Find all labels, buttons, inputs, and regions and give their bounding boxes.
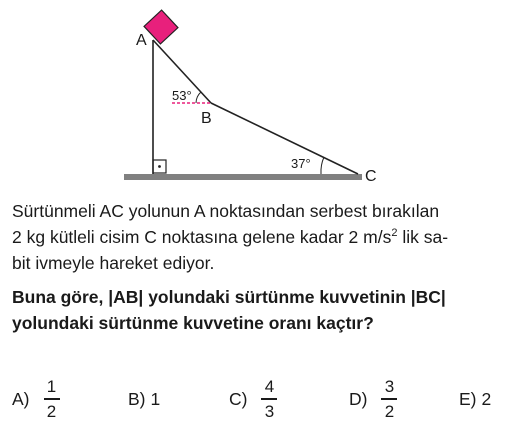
question-line-2: yolundaki sürtünme kuvvetine oranı kaçtır? bbox=[12, 313, 374, 333]
fraction-denominator: 3 bbox=[264, 401, 275, 421]
option-letter: A) bbox=[12, 388, 30, 409]
right-angle-dot bbox=[158, 165, 161, 168]
option-a[interactable] bbox=[12, 370, 60, 428]
option-b[interactable] bbox=[128, 370, 160, 428]
fraction-bar bbox=[44, 398, 60, 399]
problem-line-1: Sürtünmeli AC yolunun A noktasından serbest bırakılan bbox=[12, 201, 440, 221]
option-e[interactable] bbox=[459, 370, 491, 428]
fraction-numerator: 4 bbox=[264, 377, 275, 397]
problem-line-2-text: 2 kg kütleli cisim C noktasına gelene kadar 2 m/s bbox=[12, 227, 392, 247]
fraction-bar bbox=[261, 398, 277, 399]
incline-bc bbox=[211, 103, 358, 174]
fraction-denominator: 2 bbox=[384, 401, 395, 421]
point-label-b: B bbox=[201, 110, 212, 127]
option-letter: D) bbox=[349, 388, 368, 409]
problem-line-3: bit ivmeyle hareket ediyor. bbox=[12, 253, 215, 273]
option-c[interactable] bbox=[229, 370, 277, 428]
option-value: 1 bbox=[150, 388, 161, 409]
option-letter: B) bbox=[128, 388, 146, 409]
option-letter: E) bbox=[459, 388, 477, 409]
angle-arc-37 bbox=[321, 157, 324, 174]
option-value: 2 bbox=[481, 388, 492, 409]
point-label-a: A bbox=[136, 32, 147, 49]
option-fraction bbox=[261, 376, 277, 421]
incline-diagram bbox=[0, 0, 513, 195]
fraction-denominator: 2 bbox=[46, 401, 57, 421]
fraction-numerator: 1 bbox=[46, 377, 57, 397]
question-line-1: Buna göre, |AB| yolundaki sürtünme kuvvetinin |BC| bbox=[12, 287, 446, 307]
ground bbox=[124, 174, 362, 180]
angle-label-37: 37° bbox=[291, 156, 311, 171]
point-label-c: C bbox=[365, 168, 377, 185]
option-letter: C) bbox=[229, 388, 248, 409]
problem-line-2-tail: lik sa- bbox=[397, 227, 449, 247]
angle-label-53: 53° bbox=[172, 88, 192, 103]
fraction-bar bbox=[381, 398, 397, 399]
option-fraction bbox=[381, 376, 397, 421]
angle-arc-53 bbox=[196, 92, 201, 103]
problem-line-2 bbox=[12, 224, 504, 250]
block bbox=[144, 10, 178, 44]
option-d[interactable] bbox=[349, 370, 397, 428]
option-fraction bbox=[44, 376, 60, 421]
fraction-numerator: 3 bbox=[384, 377, 395, 397]
unit-exponent: 2 bbox=[391, 227, 398, 240]
